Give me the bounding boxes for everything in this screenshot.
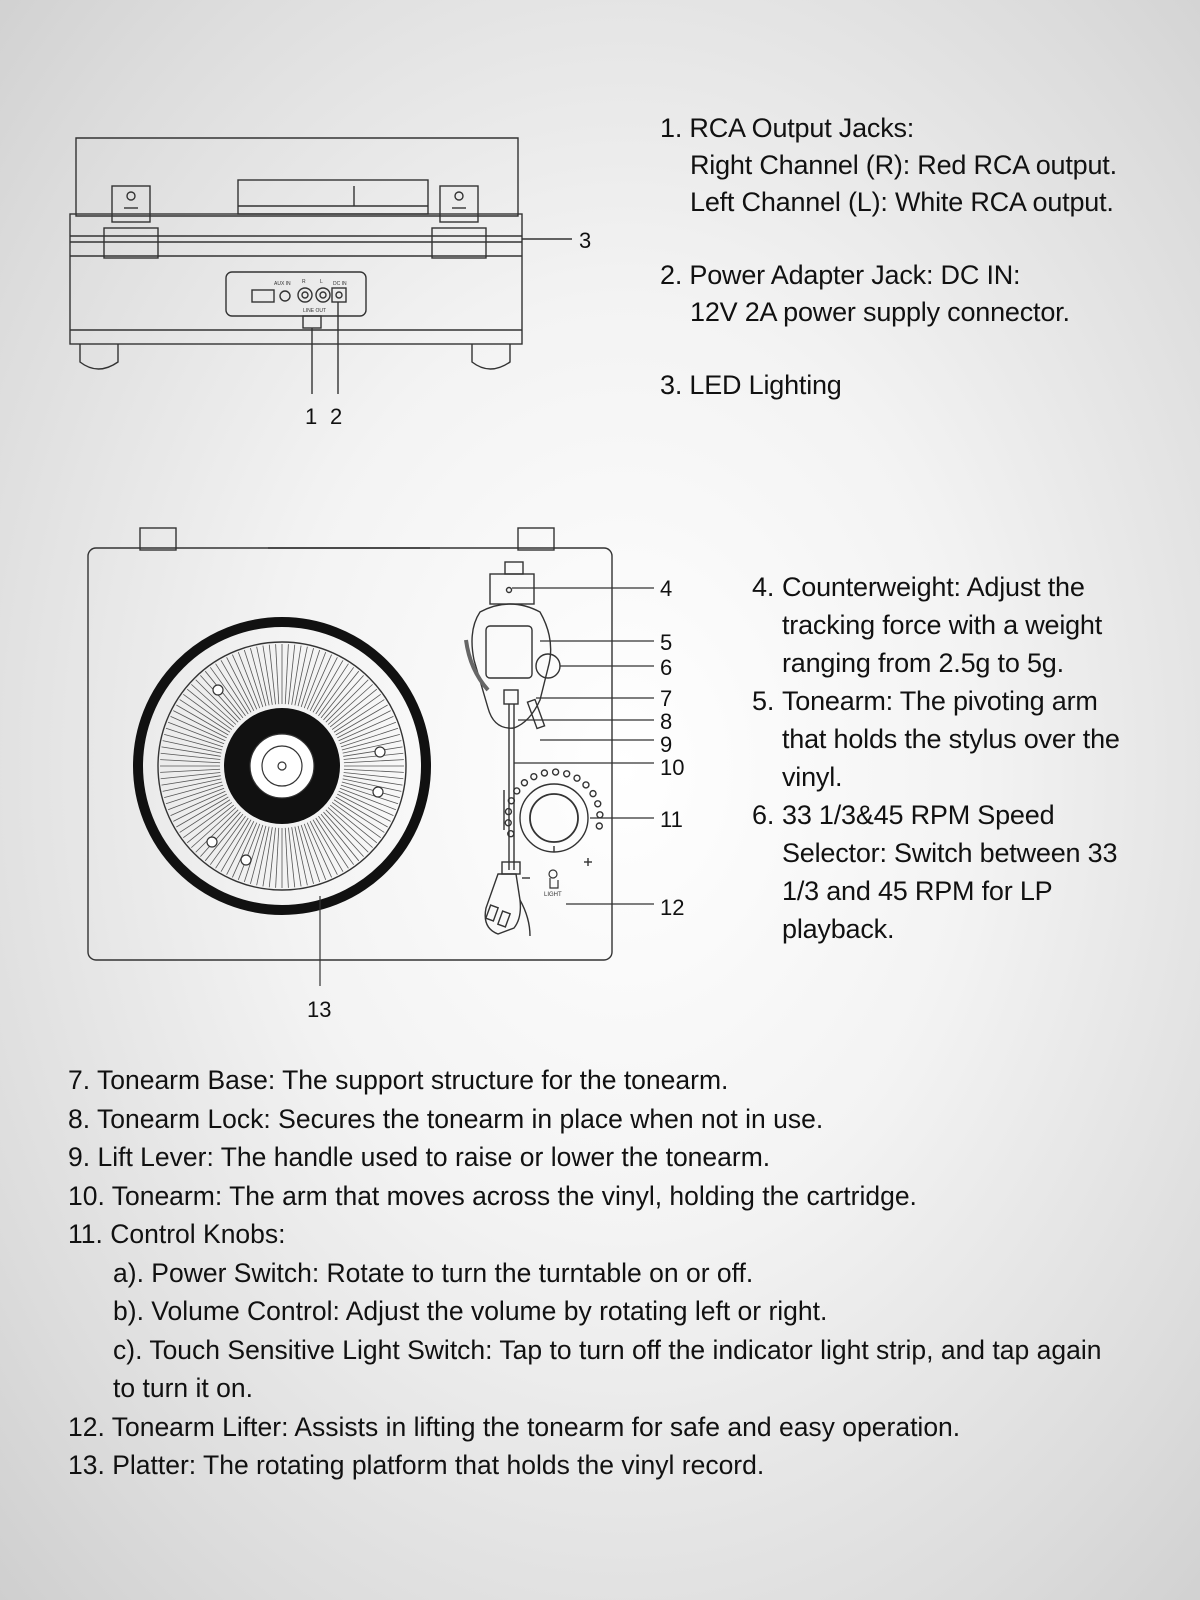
platter-rib	[340, 788, 396, 810]
callout-3: 3	[579, 228, 592, 253]
platter-rib	[343, 776, 402, 785]
callout-2: 2	[330, 404, 343, 429]
platter-rib	[180, 800, 230, 833]
item-1-right-channel: Right Channel (R): Red RCA output.	[690, 150, 1117, 180]
platter-rib	[285, 828, 288, 888]
light-touch-icon	[549, 870, 558, 888]
platter-rib	[295, 827, 307, 886]
item-1-left-channel: Left Channel (L): White RCA output.	[690, 187, 1114, 217]
control-knob	[505, 769, 603, 866]
platter-rib	[257, 647, 269, 706]
platter-rib	[344, 760, 404, 763]
platter-rib	[318, 816, 353, 865]
platter-rib	[161, 753, 221, 759]
platter-rib	[163, 779, 222, 791]
legend-items-7-13	[68, 1061, 1101, 1485]
item-4-text: Counterweight: Adjust the tracking force with a weight ranging from 2.5g to 5g.	[782, 572, 1103, 678]
volume-dot	[590, 791, 596, 797]
headshell	[485, 874, 520, 934]
platter-rib	[238, 652, 260, 708]
platter-rib	[276, 644, 279, 704]
platter-rib	[343, 779, 402, 791]
platter-rib	[334, 700, 384, 733]
platter-rib	[288, 828, 294, 888]
pivot-housing	[486, 626, 532, 678]
platter-rib	[340, 722, 396, 744]
volume-dot	[505, 820, 511, 826]
platter-rib	[163, 741, 222, 753]
platter-rib	[269, 645, 275, 705]
item-12: 12. Tonearm Lifter: Assists in lifting the tonearm for safe and easy operation.	[68, 1411, 961, 1442]
tonearm-assembly	[466, 562, 560, 936]
platter-rib	[343, 741, 402, 753]
panel-label-line-out: LINE OUT	[303, 308, 327, 314]
platter-rib	[334, 800, 384, 833]
item-11c-line-2: to turn it on.	[113, 1373, 253, 1403]
top-hinge-left	[140, 528, 176, 550]
item-11a: a). Power Switch: Rotate to turn the turntable on or off.	[113, 1257, 754, 1288]
platter-rib	[316, 664, 349, 714]
platter-rib	[292, 646, 301, 705]
top-hinge-right	[518, 528, 554, 550]
platter-rib	[304, 824, 326, 880]
item-6-number: 6.	[752, 800, 775, 830]
callout-4: 4	[660, 576, 673, 601]
spindle-hub	[250, 734, 314, 798]
volume-dot	[521, 780, 527, 786]
item-6	[752, 796, 1132, 948]
platter-rib	[183, 694, 232, 729]
item-1-title: 1. RCA Output Jacks:	[660, 113, 915, 143]
platter-rib	[295, 647, 307, 706]
item-11: 11. Control Knobs:	[68, 1219, 286, 1249]
tonearm-lock	[504, 690, 518, 704]
platter-rib	[263, 646, 272, 705]
volume-dot	[541, 770, 547, 776]
item-4-number: 4.	[752, 572, 775, 602]
lift-lever	[527, 699, 544, 728]
item-2-title: 2. Power Adapter Jack: DC IN:	[660, 260, 1021, 290]
platter-rib	[292, 827, 301, 886]
platter-rib	[238, 824, 260, 880]
platter-rib	[183, 802, 232, 837]
item-6-text: 33 1/3&45 RPM Speed Selector: Switch between 33 1/3 and 45 RPM for LP playback.	[782, 800, 1118, 944]
item-5-number: 5.	[752, 686, 775, 716]
volume-dot	[564, 771, 570, 777]
platter-rib	[160, 769, 220, 772]
platter-rib	[162, 747, 221, 756]
platter-rib	[161, 772, 221, 778]
platter-rib	[318, 667, 353, 716]
callout-7: 7	[660, 686, 673, 711]
platter-rib	[162, 776, 221, 785]
item-8: 8. Tonearm Lock: Secures the tonearm in place when not in use.	[68, 1103, 824, 1134]
panel-label-dc-in: DC IN	[333, 281, 347, 287]
callout-9: 9	[660, 732, 673, 757]
volume-dot	[574, 775, 580, 781]
legend-items-1-3	[660, 110, 1117, 404]
panel-label-l: L	[320, 279, 323, 285]
panel-label-r: R	[302, 279, 306, 285]
callout-8: 8	[660, 709, 673, 734]
platter-rib	[263, 827, 272, 886]
legend-items-4-6	[752, 568, 1132, 948]
callout-11: 11	[660, 807, 683, 832]
item-11b: b). Volume Control: Adjust the volume by rotating left or right.	[113, 1296, 828, 1326]
item-7: 7. Tonearm Base: The support structure for the tonearm.	[68, 1065, 729, 1095]
platter-rib	[344, 753, 404, 759]
callout-6: 6	[660, 655, 673, 680]
item-10: 10. Tonearm: The arm that moves across the vinyl, holding the cartridge.	[68, 1180, 917, 1211]
platter-rib	[257, 827, 269, 886]
platter-rib	[343, 747, 402, 756]
callout-13: 13	[307, 997, 332, 1022]
item-13: 13. Platter: The rotating platform that holds the vinyl record.	[68, 1450, 765, 1480]
item-3-title: 3. LED Lighting	[660, 370, 842, 400]
platter-rib	[332, 802, 381, 837]
platter-rib	[304, 652, 326, 708]
volume-dot	[595, 801, 601, 807]
volume-dot	[583, 782, 589, 788]
item-5-text: Tonearm: The pivoting arm that holds the stylus over the vinyl.	[782, 686, 1120, 792]
light-label: LIGHT	[544, 892, 562, 898]
platter-rib	[160, 760, 220, 763]
platter-rib	[168, 788, 224, 810]
volume-dot	[553, 769, 559, 775]
volume-dot	[531, 774, 537, 780]
platter-rib	[285, 644, 288, 704]
platter	[138, 622, 426, 910]
callout-1: 1	[305, 404, 318, 429]
counterweight-end	[505, 562, 523, 574]
panel-label-aux-in: AUX IN	[274, 281, 291, 287]
platter-rib	[316, 818, 349, 868]
callout-12: 12	[660, 895, 685, 920]
item-2-detail: 12V 2A power supply connector.	[690, 297, 1070, 327]
callout-10: 10	[660, 755, 685, 780]
volume-dot	[596, 823, 602, 829]
platter-rib	[344, 769, 404, 772]
platter-rib	[332, 694, 381, 729]
item-9: 9. Lift Lever: The handle used to raise or lower the tonearm.	[68, 1142, 771, 1172]
platter-rib	[180, 700, 230, 733]
item-5	[752, 682, 1132, 796]
item-4	[752, 568, 1132, 682]
item-11c-line-1: c). Touch Sensitive Light Switch: Tap to turn off the indicator light strip, and tap again	[113, 1334, 1102, 1365]
platter-rib	[269, 828, 275, 888]
volume-dot	[597, 812, 603, 818]
platter-rib	[168, 722, 224, 744]
platter-rib	[276, 828, 279, 888]
platter-rib	[344, 772, 404, 778]
platter-rib	[288, 645, 294, 705]
callout-5: 5	[660, 630, 673, 655]
